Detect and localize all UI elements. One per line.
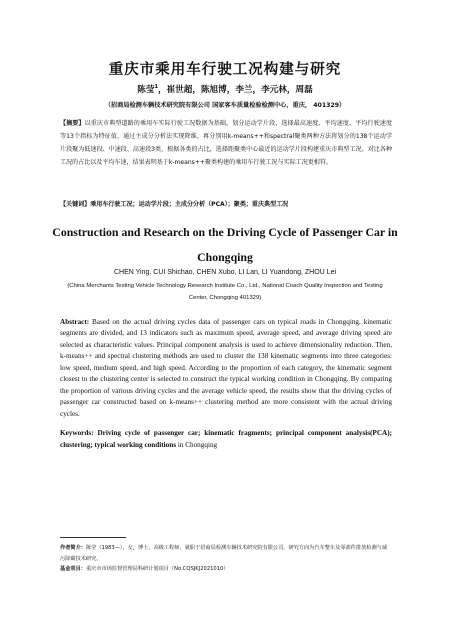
author-superscript: 1 [154,84,158,91]
english-abstract [60,317,392,420]
chinese-title: 重庆市乘用车行驶工况构建与研究 [108,62,342,78]
english-affiliation: (China Merchants Testing Vehicle Technology Research Institute Co., Ltd., National Coach Quality Inspection and Testing Center, Chongqing 401329) [67,283,383,301]
english-abstract-label: Abstract: [60,318,90,326]
fund-text: 重庆市市场监督管理局科研计划项目（No.CQSJKJ2021010） [85,566,229,572]
english-abstract-text: Based on the actual driving cycles data of passenger cars on typical roads in Chongqing, kinematic segments are divided, and 13 indicators such as maximum speed, average speed, and average driving speed are selected as characteristic values. Principal component analysis is used to achieve dimensionality reduction. Then, k-means++ and spectral clustering methods are used to cluster the 138 kinematic segments into three categories: low speed, medium speed, and high speed. According to the proportion of each category, the kinematic segment closest to the clustering center is selected to construct the typical working condition in Chongqing. By comparing the proportion of various driving cycles and the average vehicle speed, the results show that the driving cycles of passenger car constructed based on k-means++ clustering method are more consistent with the actual driving cycles. [60,318,392,418]
footnote-divider [60,537,126,538]
fund-label: 基金项目： [60,566,86,572]
fund-info [60,564,390,575]
author-bio-text: 陈莹（1983—），女，博士，高级工程师，就职于招商局检测车辆技术研究院有限公司，研究方向为汽车整车及零部件排放检测与减污降碳技术研究。 [60,545,388,562]
chinese-keywords [60,199,392,208]
chinese-authors [0,83,450,95]
first-author: 陈莹 [137,85,155,95]
author-bio [60,543,390,564]
chinese-keywords-text: 乘用车行驶工况；运动学片段；主成分分析（PCA）；聚类；重庆典型工况 [90,201,289,208]
english-title: Construction and Research on the Driving Cycle of Passenger Car in Chongqing [52,225,398,264]
english-keywords-text: Driving cycle of passenger car; kinematic fragments; principal component analysis(PCA); clustering; typical working conditions [60,429,392,449]
chinese-affiliation: （招商局检测车辆技术研究院有限公司 国家客车质量检验检测中心，重庆， 401329） [104,102,346,109]
english-keywords-label: Keywords: [60,429,94,437]
other-authors: ，崔世超，陈旭博，李兰，李元林，周磊 [157,85,313,95]
chinese-abstract [60,117,392,169]
author-bio-label: 作者简介： [60,545,86,551]
english-authors: CHEN Ying, CUI Shichao, CHEN Xubo, LI Lan, LI Yuandong, ZHOU Lei [113,269,337,276]
english-keywords [60,428,392,451]
chinese-abstract-text: 以重庆市典型道路的乘用车实际行驶工况数据为基础，划分运动学片段，选择最高速度、平均速度、平均行驶速度等13个指标为特征值，通过主成分分析法实现降维，再分别用k-means++和spectral聚类两种方法将划分的138个运动学片段聚为低速段、中速段、高速段3类，根据各类的占比，选择距聚类中心最近的运动学片段构建重庆市典型工况。对比各种工况的占比以及平均车速，结果表明基于k-means++聚类构建的乘用车行驶工况与实际工况更相符。 [60,120,393,167]
chinese-keywords-label: 【关键词】 [60,201,91,208]
footnote [60,543,390,575]
chinese-abstract-label: 【摘要】 [60,120,85,127]
english-keywords-tail: in Chongqing [176,440,218,449]
